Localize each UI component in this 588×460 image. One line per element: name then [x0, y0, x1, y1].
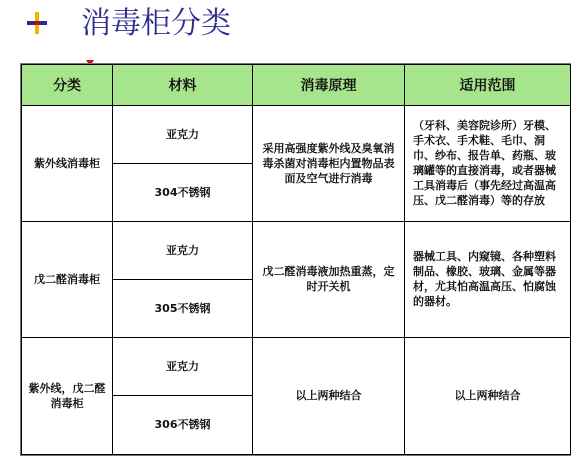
table-row — [22, 106, 571, 164]
header-category: 分类 — [22, 65, 113, 106]
principle-cell: 以上两种结合 — [253, 337, 405, 454]
table-row — [22, 337, 571, 395]
plus-pin-icon — [25, 11, 49, 35]
header-scope: 适用范围 — [405, 65, 571, 106]
principle-cell: 采用高强度紫外线及臭氧消毒杀菌对消毒柜内置物品表面及空气进行消毒 — [253, 106, 405, 222]
table-header-row — [22, 65, 571, 106]
scope-cell: 以上两种结合 — [405, 337, 571, 454]
title-bar — [15, 6, 345, 42]
material-cell: 305不锈钢 — [113, 279, 253, 337]
page-title: 消毒柜分类 — [81, 6, 231, 41]
material-cell: 304不锈钢 — [113, 163, 253, 221]
table-row — [22, 221, 571, 279]
category-cell: 紫外线，戊二醛消毒柜 — [22, 337, 113, 454]
category-cell: 戊二醛消毒柜 — [22, 221, 113, 337]
material-cell: 亚克力 — [113, 106, 253, 164]
principle-cell: 戊二醛消毒液加热重蒸，定时开关机 — [253, 221, 405, 337]
material-cell: 亚克力 — [113, 337, 253, 395]
scope-cell: 器械工具、内窥镜、各种塑料制品、橡胶、玻璃、金属等器材，尤其怕高温高压、怕腐蚀的器材。 — [405, 221, 571, 337]
header-material: 材料 — [113, 65, 253, 106]
scope-cell: （牙科、美容院诊所）牙模、手术衣、手术鞋、毛巾、洞巾、纱布、报告单、药瓶、玻璃罐等的直接消毒，或者器械工具消毒后（事先经过高温高压、戊二醛消毒）等的存放 — [405, 106, 571, 222]
material-cell: 亚克力 — [113, 221, 253, 279]
classification-table — [21, 64, 571, 455]
category-cell: 紫外线消毒柜 — [22, 106, 113, 222]
header-principle: 消毒原理 — [253, 65, 405, 106]
classification-table-frame — [20, 63, 571, 456]
material-cell: 306不锈钢 — [113, 395, 253, 454]
